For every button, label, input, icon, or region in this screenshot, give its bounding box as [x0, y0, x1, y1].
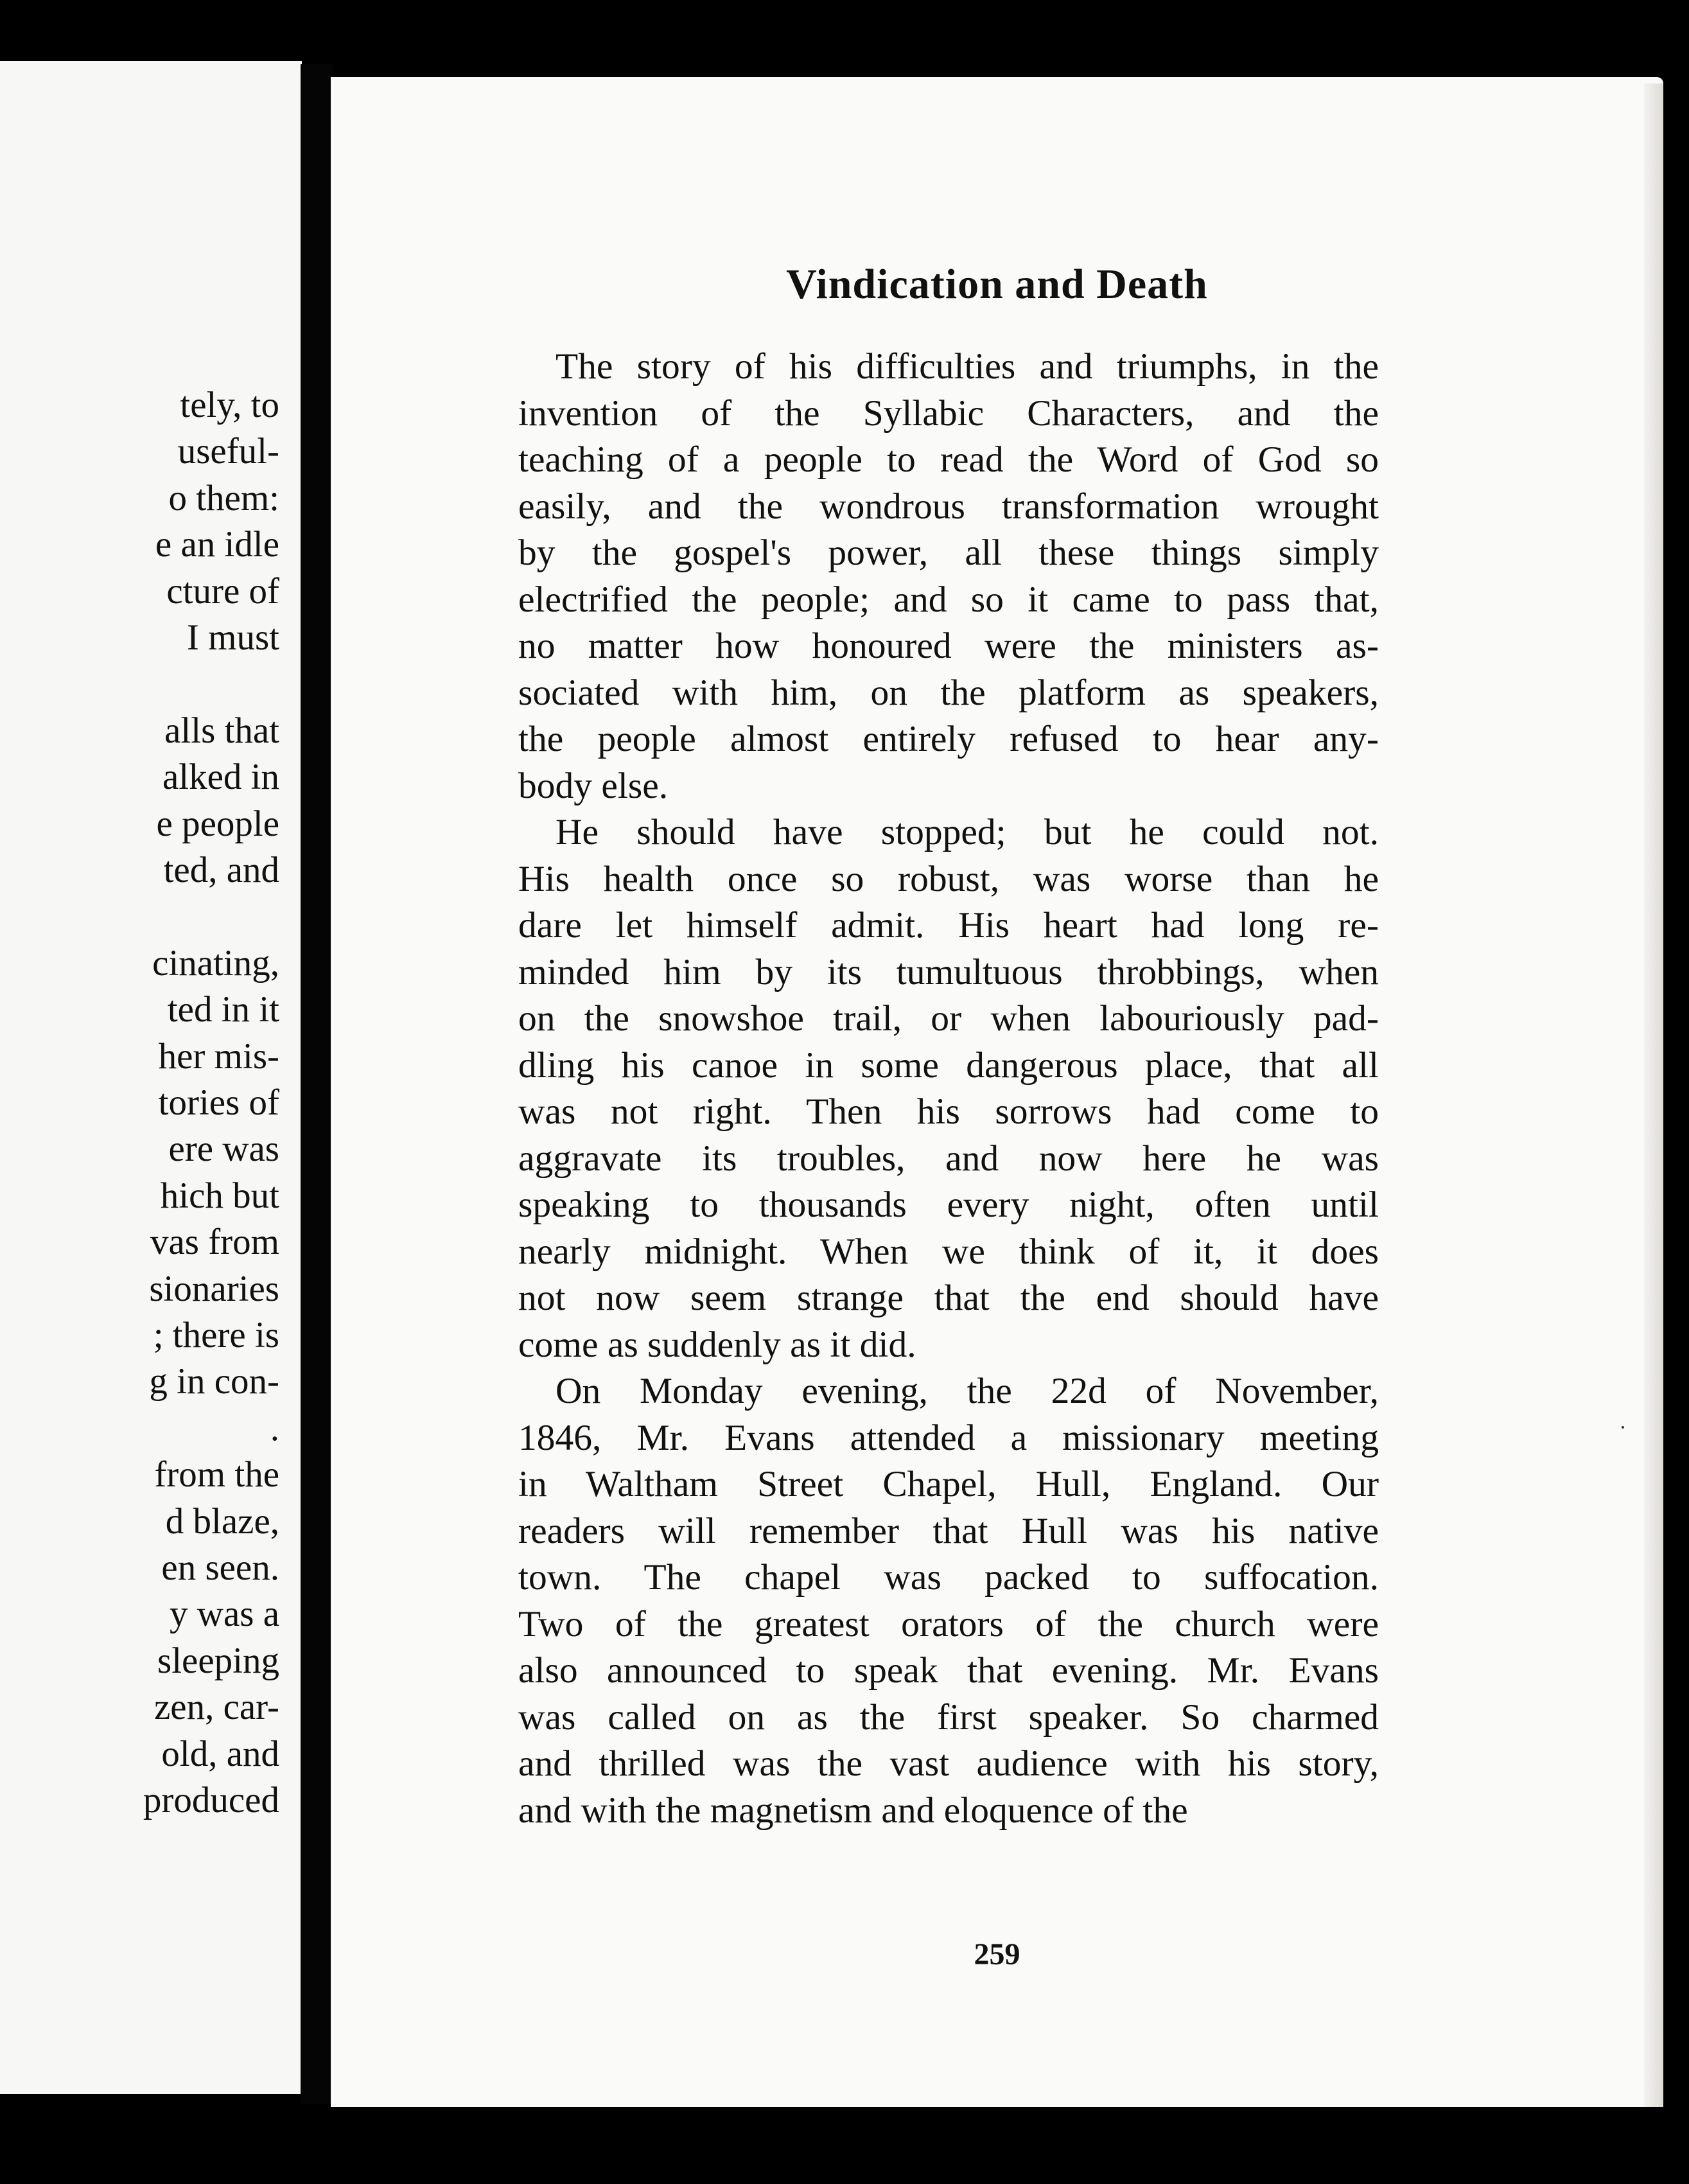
left-page-line: tely, to	[180, 385, 279, 425]
text-line: 1846, Mr. Evans attended a missionary meeting	[518, 1417, 1379, 1458]
text-line: the people almost entirely refused to hear any-	[518, 719, 1379, 759]
left-page-line: I must	[186, 617, 279, 658]
text-line: by the gospel's power, all these things simply	[518, 533, 1379, 573]
page-body-text	[518, 344, 1379, 1834]
text-line: teaching of a people to read the Word of God so	[518, 439, 1379, 480]
paragraph	[518, 809, 1379, 1368]
left-page-line: from the	[154, 1454, 279, 1495]
left-page-line: e people	[156, 803, 279, 844]
text-line: also announced to speak that evening. Mr. Evans	[518, 1650, 1379, 1691]
left-page-line: tories of	[158, 1082, 279, 1123]
left-page-line: .	[270, 1407, 279, 1449]
left-page-line: en seen.	[161, 1547, 279, 1588]
left-page-line: cinating,	[152, 942, 279, 983]
text-line: nearly midnight. When we think of it, it does	[518, 1231, 1379, 1272]
left-page-line: sleeping	[157, 1640, 279, 1681]
text-line: dare let himself admit. His heart had long re-	[518, 905, 1379, 946]
paragraph	[518, 344, 1379, 809]
text-line: minded him by its tumultuous throbbings, when	[518, 951, 1379, 992]
text-line: was not right. Then his sorrows had come to	[518, 1091, 1379, 1132]
left-page-line: useful-	[177, 431, 279, 472]
left-page-line: o them:	[168, 477, 279, 518]
left-page-line: ted in it	[167, 989, 279, 1030]
left-page-line: ted, and	[163, 850, 279, 890]
text-line: Two of the greatest orators of the church were	[518, 1603, 1379, 1644]
left-page-line: alls that	[164, 710, 279, 751]
text-line: invention of the Syllabic Characters, and the	[518, 392, 1379, 434]
text-line: on the snowshoe trail, or when labouriously pad-	[518, 998, 1379, 1039]
left-page-line: g in con-	[149, 1361, 279, 1402]
paragraph	[518, 1368, 1379, 1834]
text-line: The story of his difficulties and triumphs, in the	[556, 346, 1379, 387]
left-page-line: ; there is	[153, 1315, 279, 1355]
text-line: On Monday evening, the 22d of November,	[556, 1371, 1379, 1411]
text-line: speaking to thousands every night, often until	[518, 1184, 1379, 1225]
left-page-line: ere was	[168, 1129, 279, 1170]
left-facing-page	[0, 61, 302, 2094]
page-edge-shadow	[1644, 84, 1663, 2107]
left-page-line: cture of	[166, 570, 279, 612]
text-line: body else.	[518, 765, 669, 806]
text-line: and thrilled was the vast audience with his story,	[518, 1743, 1379, 1784]
paper-speck	[1622, 1426, 1624, 1429]
text-line: He should have stopped; but he could not.	[556, 812, 1379, 852]
text-line: His health once so robust, was worse than he	[518, 858, 1379, 899]
left-page-line: y was a	[170, 1594, 279, 1635]
right-page	[331, 77, 1663, 2107]
left-page-line: produced	[143, 1780, 279, 1820]
running-head: Vindication and Death	[786, 261, 1208, 308]
left-page-line: hich but	[160, 1175, 279, 1216]
text-line: not now seem strange that the end should have	[518, 1278, 1379, 1318]
text-line: and with the magnetism and eloquence of the	[518, 1790, 1188, 1831]
left-page-line: e an idle	[155, 524, 279, 565]
text-line: aggravate its troubles, and now here he was	[518, 1138, 1379, 1179]
page-number: 259	[974, 1937, 1020, 1971]
text-line: dling his canoe in some dangerous place, that all	[518, 1044, 1379, 1086]
left-page-line: old, and	[161, 1733, 279, 1774]
left-page-line: sionaries	[149, 1268, 279, 1309]
text-line: no matter how honoured were the ministers as-	[518, 626, 1379, 666]
left-page-line: alked in	[162, 757, 279, 798]
left-page-line: zen, car-	[153, 1687, 279, 1728]
left-page-line: vas from	[150, 1222, 279, 1263]
text-line: easily, and the wondrous transformation wrought	[518, 486, 1379, 527]
left-page-line: her mis-	[158, 1035, 279, 1077]
text-line: in Waltham Street Chapel, Hull, England. Our	[518, 1464, 1379, 1504]
text-line: town. The chapel was packed to suffocation.	[518, 1557, 1379, 1598]
text-line: electrified the people; and so it came to pass that,	[518, 579, 1379, 620]
text-line: sociated with him, on the platform as speakers,	[518, 672, 1379, 713]
left-page-line: d blaze,	[165, 1501, 279, 1542]
book-gutter	[301, 64, 333, 2104]
text-line: come as suddenly as it did.	[518, 1324, 916, 1365]
text-line: was called on as the first speaker. So charmed	[518, 1696, 1379, 1738]
text-line: readers will remember that Hull was his native	[518, 1510, 1379, 1551]
